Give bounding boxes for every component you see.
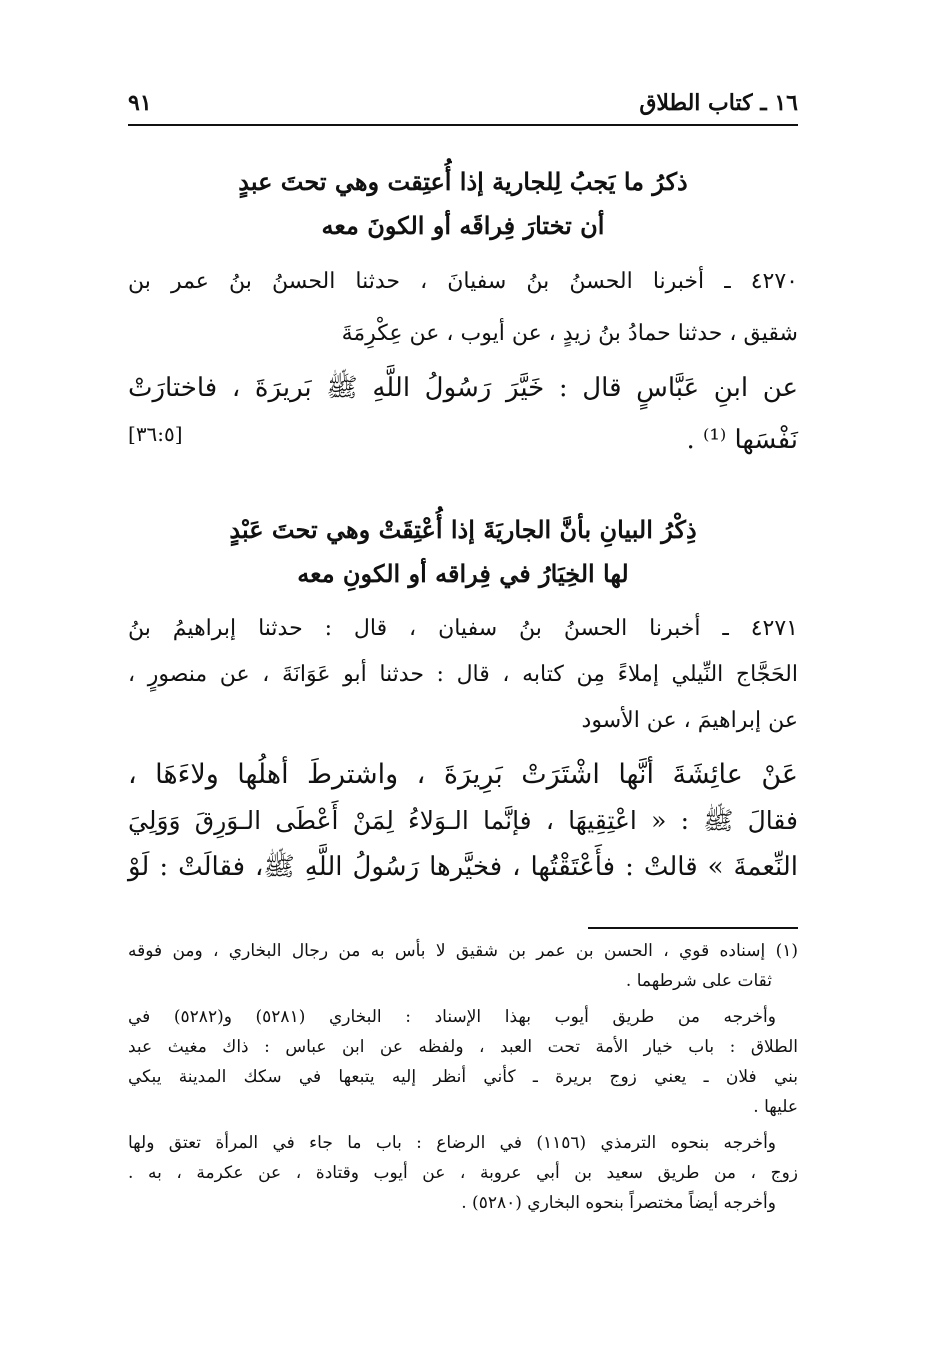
heading-line: ذِكْرُ البيانِ بأنَّ الجاريَةَ إذا أُعْتِقَتْ وهي تحتَ عَبْدٍ <box>229 515 697 544</box>
footnote-line: زوج ، من طريق سعيد بن أبي عروبة ، عن أيوب وقتادة ، عن عكرمة ، به . <box>128 1163 798 1183</box>
chapter-heading-1 <box>128 160 798 248</box>
footnote-divider <box>588 927 798 929</box>
text-line: فقالَ ﷺ : « اعْتِقِيهَا ، فإنَّما الـوَلاءُ لِمَنْ أَعْطَى الـوَرِقَ وَوَلِيَ <box>128 806 798 835</box>
text-line: ٤٢٧٠ ـ أخبرنا الحسنُ بنُ سفيانَ ، حدثنا الحسنُ بنُ عمر بن <box>128 269 798 294</box>
reference-mark: [٣٦:٥] <box>128 422 183 446</box>
hadith-4271-isnad <box>128 606 798 744</box>
text-line: النِّعمةَ » قالتْ : فأَعْتَقْتُها ، فخيَّرها رَسُولُ اللَّهِ ﷺ، فقالَتْ : لَوْ <box>128 852 798 882</box>
heading-line: ذكرُ ما يَجبُ لِلجارية إذا أُعتِقت وهي تحتَ عبدٍ <box>238 167 688 196</box>
footnote-line: وأخرجه أيضاً مختصراً بنحوه البخاري (٥٢٨٠) . <box>461 1193 776 1213</box>
footnote-line: عليها . <box>753 1097 798 1117</box>
hadith-4271-matn <box>128 752 798 890</box>
heading-line: لها الخِيَارُ في فِراقه أو الكونِ معه <box>297 559 629 588</box>
book-title: ١٦ ـ كتاب الطلاق <box>639 90 798 116</box>
hadith-4270-isnad <box>128 256 798 360</box>
text-line: شقيق ، حدثنا حمادُ بنُ زيدٍ ، عن أيوب ، عن عِكْرِمَةَ <box>341 321 798 346</box>
page-number: ٩١ <box>128 90 152 116</box>
footnote-line: وأخرجه بنحوه الترمذي (١١٥٦) في الرضاع : باب ما جاء في المرأة تعتق ولها <box>128 1133 776 1153</box>
footnote-line: الطلاق : باب خيار الأمة تحت العبد ، ولفظه عن ابن عباس : ذاك مغيث عبد <box>128 1037 798 1057</box>
text-line: عَنْ عائِشَةَ أنَّها اشْتَرَتْ بَرِيرَةَ ، واشترطَ أهلُها ولاءَهَا ، <box>128 759 798 790</box>
chapter-heading-2 <box>128 508 798 596</box>
text-line: ٤٢٧١ ـ أخبرنا الحسنُ بنُ سفيان ، قال : حدثنا إبراهيمُ بنُ <box>128 616 798 641</box>
heading-line: أن تختارَ فِراقَه أو الكونَ معه <box>321 211 605 240</box>
hadith-4270-matn <box>128 362 798 466</box>
footnotes <box>128 936 798 1218</box>
footnote-line: وأخرجه من طريق أيوب بهذا الإسناد : البخاري (٥٢٨١) و(٥٢٨٢) في <box>128 1007 776 1027</box>
footnote-line: ثقات على شرطهما . <box>625 971 772 991</box>
header-divider <box>128 124 798 126</box>
running-header <box>128 86 798 122</box>
text-line: عن إبراهيمَ ، عن الأسود <box>581 708 798 733</box>
footnote-line: (١) إسناده قوي ، الحسن بن عمر بن شقيق لا بأس به من رجال البخاري ، ومن فوقه <box>128 941 798 961</box>
text-line: نَفْسَها ⁽¹⁾ . <box>686 425 798 455</box>
footnote-line: بني فلان ـ يعني زوج بريرة ـ كأني أنظر إليه يتبعها في سكك المدينة يبكي <box>128 1067 798 1087</box>
text-line: الحَجَّاج النِّيلي إملاءً مِن كتابه ، قال : حدثنا أبو عَوَانَةَ ، عن منصورٍ ، <box>128 662 798 687</box>
text-line: عن ابنِ عَبَّاسٍ قال : خَيَّرَ رَسُولُ اللَّهِ ﷺ بَريرَةَ ، فاختارَتْ <box>128 373 798 403</box>
